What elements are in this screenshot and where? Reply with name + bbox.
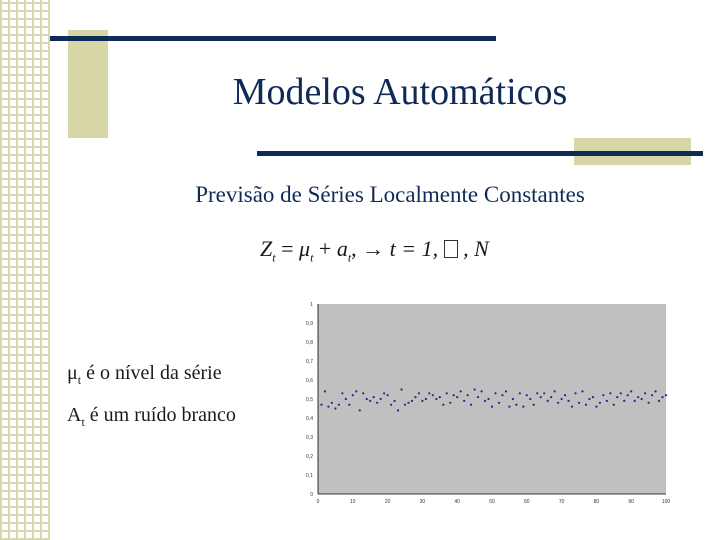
data-point <box>613 404 615 406</box>
note-level-sub: t <box>77 373 82 387</box>
data-point <box>327 406 329 408</box>
data-point <box>359 409 361 411</box>
data-point <box>567 400 569 402</box>
data-point <box>637 396 639 398</box>
data-point <box>505 390 507 392</box>
data-point <box>348 404 350 406</box>
data-point <box>602 394 604 396</box>
data-point <box>463 400 465 402</box>
data-point <box>498 402 500 404</box>
data-point <box>366 398 368 400</box>
formula-a-sub: t <box>347 250 352 265</box>
data-point <box>599 402 601 404</box>
data-point <box>522 406 524 408</box>
data-point <box>494 392 496 394</box>
data-point <box>634 400 636 402</box>
data-point <box>620 392 622 394</box>
y-tick-label: 0 <box>310 492 313 498</box>
data-point <box>460 390 462 392</box>
y-tick-label: 0,2 <box>306 454 313 460</box>
data-point <box>592 396 594 398</box>
data-point <box>320 404 322 406</box>
data-point <box>341 392 343 394</box>
data-point <box>550 396 552 398</box>
data-point <box>380 398 382 400</box>
note-noise-sub: t <box>81 415 85 429</box>
title-rule-top <box>50 36 496 41</box>
y-tick-labels <box>306 302 313 498</box>
model-formula: $Z_t = \mu_t + a_t$, → t = 1, , N <box>260 236 489 265</box>
data-point <box>404 404 406 406</box>
data-point <box>369 400 371 402</box>
data-point <box>411 400 413 402</box>
data-point <box>435 398 437 400</box>
data-point <box>665 394 667 396</box>
x-tick-label: 50 <box>489 499 495 505</box>
formula-z: Z <box>260 236 273 261</box>
x-tick-label: 70 <box>558 499 565 505</box>
data-point <box>648 402 650 404</box>
data-point <box>533 404 535 406</box>
data-point <box>529 398 531 400</box>
data-point <box>519 392 521 394</box>
note-noise <box>67 404 236 430</box>
data-point <box>362 392 364 394</box>
data-point <box>449 402 451 404</box>
y-tick-label: 1 <box>310 302 313 308</box>
data-point <box>651 394 653 396</box>
data-point <box>540 396 542 398</box>
y-tick-label: 0,9 <box>306 321 313 327</box>
data-point <box>557 402 559 404</box>
data-point <box>581 390 583 392</box>
data-point <box>661 396 663 398</box>
data-point <box>627 394 629 396</box>
data-point <box>474 388 476 390</box>
data-point <box>418 392 420 394</box>
y-tick-label: 0,8 <box>306 340 313 346</box>
data-point <box>425 398 427 400</box>
y-tick-label: 0,1 <box>306 473 313 479</box>
data-point <box>658 400 660 402</box>
data-point <box>480 390 482 392</box>
x-tick-label: 20 <box>384 499 391 505</box>
data-point <box>432 394 434 396</box>
data-point <box>467 394 469 396</box>
x-tick-label: 40 <box>454 499 460 505</box>
data-point <box>547 400 549 402</box>
data-point <box>491 406 493 408</box>
y-tick-label: 0,7 <box>306 359 313 365</box>
data-point <box>501 394 503 396</box>
data-point <box>470 404 472 406</box>
x-tick-label: 90 <box>628 499 634 505</box>
level-scatter-chart <box>290 296 680 510</box>
data-point <box>561 398 563 400</box>
title-rule-bottom <box>257 151 703 156</box>
data-point <box>345 398 347 400</box>
data-point <box>453 394 455 396</box>
y-tick-label: 0,6 <box>306 378 313 384</box>
formula-condition: t = 1, <box>389 236 439 261</box>
formula-mu: μ <box>299 236 311 261</box>
data-point <box>641 398 643 400</box>
data-point <box>571 406 573 408</box>
data-point <box>324 390 326 392</box>
data-point <box>574 392 576 394</box>
data-point <box>654 390 656 392</box>
slide-title: Modelos Automáticos <box>232 71 568 113</box>
x-tick-label: 100 <box>661 499 671 505</box>
note-level <box>67 362 222 388</box>
data-point <box>387 394 389 396</box>
data-point <box>338 404 340 406</box>
y-tick-label: 0,4 <box>306 416 313 422</box>
data-point <box>477 396 479 398</box>
data-point <box>585 404 587 406</box>
data-point <box>609 392 611 394</box>
formula-a: a <box>336 236 348 261</box>
data-point <box>442 404 444 406</box>
data-point <box>421 400 423 402</box>
data-point <box>543 392 545 394</box>
data-point <box>383 392 385 394</box>
data-point <box>428 392 430 394</box>
x-tick-label: 30 <box>419 499 426 505</box>
data-point <box>439 396 441 398</box>
data-point <box>397 409 399 411</box>
data-point <box>487 398 489 400</box>
y-tick-label: 0,3 <box>306 435 313 441</box>
data-point <box>331 402 333 404</box>
data-point <box>334 407 336 409</box>
x-tick-label: 60 <box>524 499 530 505</box>
decorative-stripe <box>0 0 50 540</box>
data-point <box>373 396 375 398</box>
data-point <box>554 390 556 392</box>
data-point <box>630 390 632 392</box>
data-point <box>515 404 517 406</box>
data-point <box>400 388 402 390</box>
formula-end: , N <box>463 236 489 261</box>
data-point <box>484 400 486 402</box>
note-noise-text: é um ruído branco <box>84 404 236 426</box>
data-point <box>390 404 392 406</box>
x-tick-label: 80 <box>593 499 600 505</box>
data-point <box>414 396 416 398</box>
data-point <box>623 400 625 402</box>
note-level-symbol: μ <box>67 362 78 384</box>
x-tick-labels <box>317 499 671 505</box>
data-point <box>606 400 608 402</box>
data-point <box>578 402 580 404</box>
data-point <box>508 406 510 408</box>
data-point <box>512 398 514 400</box>
data-point <box>588 398 590 400</box>
data-point <box>352 394 354 396</box>
x-tick-label: 0 <box>316 499 320 505</box>
data-point <box>393 400 395 402</box>
data-point <box>644 392 646 394</box>
data-point <box>355 390 357 392</box>
data-point <box>616 396 618 398</box>
note-level-text: é o nível da série <box>81 362 222 384</box>
data-point <box>536 392 538 394</box>
formula-mu-sub: t <box>310 250 314 265</box>
data-point <box>564 394 566 396</box>
formula-z-sub: t <box>272 250 276 265</box>
x-tick-label: 10 <box>350 499 356 505</box>
slide-subtitle: Previsão de Séries Localmente Constantes <box>195 182 585 207</box>
data-point <box>456 396 458 398</box>
plot-area <box>318 304 666 494</box>
data-point <box>446 392 448 394</box>
data-point <box>376 402 378 404</box>
data-point <box>595 406 597 408</box>
decorative-block-left <box>68 30 108 138</box>
data-point <box>407 402 409 404</box>
data-point <box>526 394 528 396</box>
missing-glyph-box <box>444 240 458 258</box>
note-noise-symbol: A <box>67 404 82 426</box>
y-tick-label: 0,5 <box>306 397 313 403</box>
